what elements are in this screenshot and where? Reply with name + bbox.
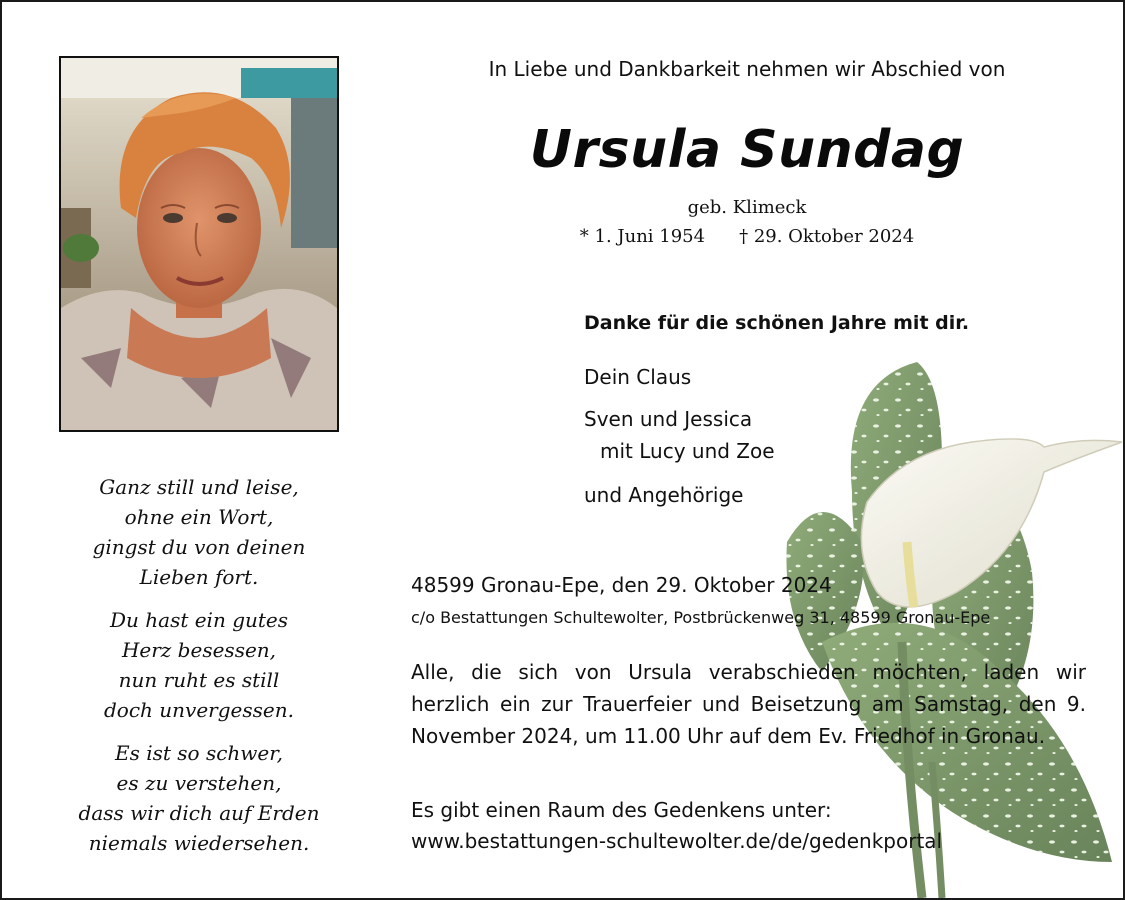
poem-stanza-3 — [62, 738, 336, 858]
poem-line: Du hast ein gutes — [109, 608, 289, 632]
intro-text: In Liebe und Dankbarkeit nehmen wir Abschied von — [488, 57, 1006, 81]
life-dates — [382, 226, 1112, 247]
poem-line: Lieben fort. — [139, 565, 259, 589]
thanks-line: Danke für die schönen Jahre mit dir. — [584, 312, 970, 334]
mourner-lucy-zoe: mit Lucy und Zoe — [600, 439, 775, 463]
portrait-photo — [59, 56, 339, 432]
funeral-home-address: c/o Bestattungen Schultewolter, Postbrückenweg 31, 48599 Gronau-Epe — [411, 608, 991, 627]
death-date: † 29. Oktober 2024 — [739, 226, 915, 247]
poem-line: dass wir dich auf Erden — [78, 801, 320, 825]
memorial-url[interactable]: www.bestattungen-schultewolter.de/de/gedenkportal — [411, 829, 943, 853]
poem-stanza-1 — [62, 472, 336, 592]
portrait-illustration — [61, 58, 337, 430]
poem — [62, 472, 336, 871]
ceremony-text: Alle, die sich von Ursula verabschieden möchten, laden wir herzlich ein zur Trauerfeier und Beisetzung am Samstag, den 9. November 2024, um 11.00 Uhr auf dem Ev. Friedhof in Gronau. — [411, 660, 1086, 748]
birth-name: geb. Klimeck — [687, 197, 807, 218]
mourner-sven-jessica: Sven und Jessica — [584, 407, 753, 431]
memorial-section — [411, 795, 942, 857]
poem-stanza-2 — [62, 605, 336, 725]
poem-line: Es ist so schwer, — [115, 741, 283, 765]
memorial-intro: Es gibt einen Raum des Gedenkens unter: — [411, 798, 832, 822]
deceased-name: Ursula Sundag — [529, 120, 965, 180]
birth-date: * 1. Juni 1954 — [579, 226, 706, 247]
mourner-relatives: und Angehörige — [584, 483, 744, 507]
poem-line: es zu verstehen, — [116, 771, 282, 795]
poem-line: doch unvergessen. — [104, 698, 294, 722]
poem-line: nun ruht es still — [118, 668, 280, 692]
poem-line: niemals wiedersehen. — [88, 831, 310, 855]
poem-line: gingst du von deinen — [92, 535, 306, 559]
poem-line: Ganz still und leise, — [99, 475, 299, 499]
poem-line: ohne ein Wort, — [124, 505, 274, 529]
poem-line: Herz besessen, — [121, 638, 277, 662]
mourner-claus: Dein Claus — [584, 365, 692, 389]
place-date: 48599 Gronau-Epe, den 29. Oktober 2024 — [411, 573, 832, 597]
